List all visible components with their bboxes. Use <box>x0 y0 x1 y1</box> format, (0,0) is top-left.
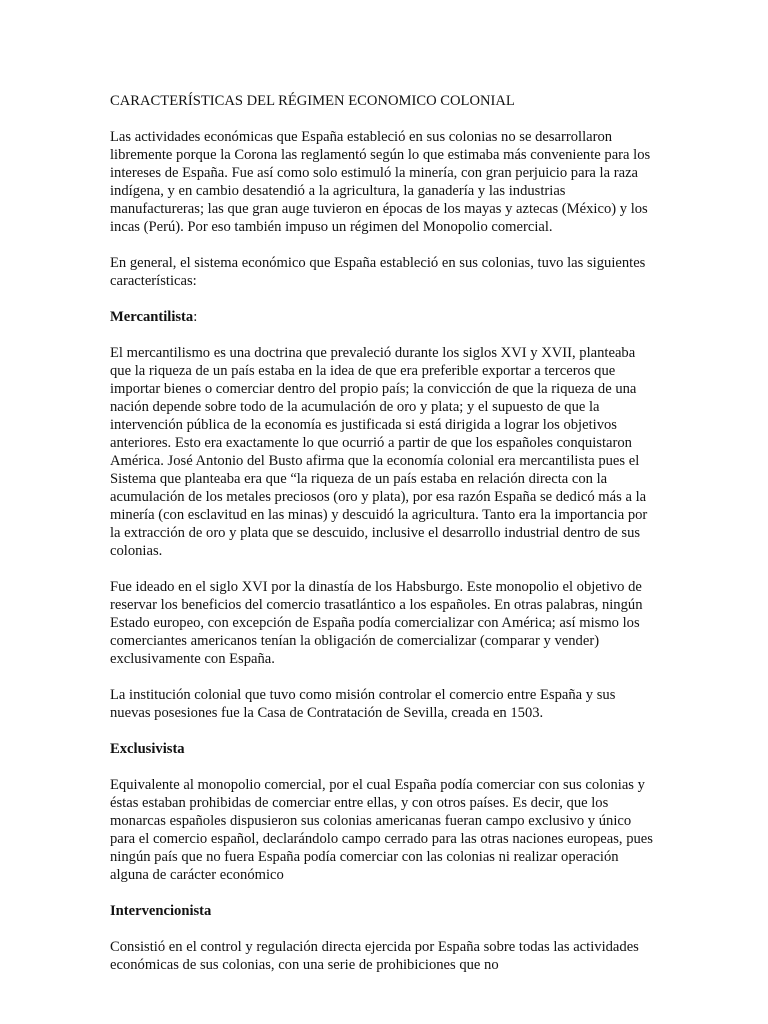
intervencionista-paragraph-1: Consistió en el control y regulación directa ejercida por España sobre todas las actividades económicas de sus colonias, con una serie de prohibiciones que no <box>110 939 639 973</box>
intro-paragraph-1: Las actividades económicas que España estableció en sus colonias no se desarrollaron libremente porque la Corona las reglamentó según lo que estimaba más conveniente para los intereses de España. Fue así como solo estimuló la minería, con gran perjuicio para la raza indígena, y en cambio desatendió a la agricultura, la ganadería y las industrias manufactureras; las que gran auge tuvieron en épocas de los mayas y aztecas (México) y los incas (Perú). Por eso también impuso un régimen del Monopolio comercial. <box>110 129 651 235</box>
section-heading-exclusivista: Exclusivista <box>110 741 185 757</box>
exclusivista-paragraph-1: Equivalente al monopolio comercial, por el cual España podía comerciar con sus colonias y éstas estaban prohibidas de comerciar entre ellas, y con otros países. Es decir, que los monarcas españoles dispusieron sus colonias americanas fueran campo exclusivo y único para el comercio español, declarándolo campo cerrado para las otras naciones europeas, pues ningún país que no fuera España podía comerciar con las colonias ni realizar operación alguna de carácter económico <box>110 777 653 883</box>
mercantilista-paragraph-3: La institución colonial que tuvo como misión controlar el comercio entre España y sus nuevas posesiones fue la Casa de Contratación de Sevilla, creada en 1503. <box>110 687 616 721</box>
intro-paragraph-2: En general, el sistema económico que España estableció en sus colonias, tuvo las siguientes características: <box>110 255 646 289</box>
document-page <box>110 92 658 992</box>
document-title: CARACTERÍSTICAS DEL RÉGIMEN ECONOMICO COLONIAL <box>110 93 515 109</box>
section-heading-intervencionista: Intervencionista <box>110 903 212 919</box>
section-heading-mercantilista <box>110 308 658 326</box>
mercantilista-paragraph-2: Fue ideado en el siglo XVI por la dinastía de los Habsburgo. Este monopolio el objetivo de reservar los beneficios del comercio trasatlántico a los españoles. En otras palabras, ningún Estado europeo, con excepción de España podía comercializar con América; así mismo los comerciantes americanos tenían la obligación de comercializar (comparar y vender) exclusivamente con España. <box>110 579 643 667</box>
mercantilista-paragraph-1: El mercantilismo es una doctrina que prevaleció durante los siglos XVI y XVII, planteaba que la riqueza de un país estaba en la idea de que era preferible exportar a terceros que importar bienes o comerciar dentro del propio país; la convicción de que la riqueza de una nación depende sobre todo de la acumulación de oro y plata; y el supuesto de que la intervención pública de la economía es justificada si está dirigida a lograr los objetivos anteriores. Esto era exactamente lo que ocurrió a partir de que los españoles conquistaron América. José Antonio del Busto afirma que la economía colonial era mercantilista pues el Sistema que planteaba era que “la riqueza de un país estaba en relación directa con la acumulación de los metales preciosos (oro y plata), por esa razón España se dedicó más a la minería (con esclavitud en las minas) y descuidó la agricultura. Tanto era la importancia por la extracción de oro y plata que se descuido, inclusive el desarrollo industrial dentro de sus colonias. <box>110 345 648 559</box>
section-heading-text: Mercantilista <box>110 309 194 325</box>
section-heading-suffix: : <box>193 309 198 325</box>
